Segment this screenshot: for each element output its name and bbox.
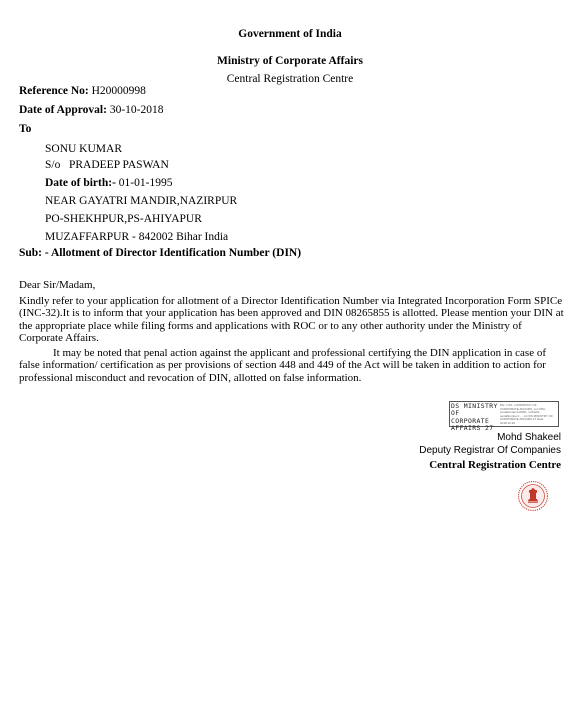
subject-line: Sub: - Allotment of Director Identification Number (DIN) <box>19 247 302 259</box>
centre-heading: Central Registration Centre <box>226 73 354 85</box>
reference-label: Reference No: <box>19 85 89 97</box>
reference-number <box>19 85 146 97</box>
approval-date <box>19 104 164 116</box>
address-line-2: PO-SHEKHPUR,PS-AHIYAPUR <box>45 213 202 225</box>
digital-signature-stamp <box>449 401 559 433</box>
address-line-1: NEAR GAYATRI MANDIR,NAZIRPUR <box>45 195 238 207</box>
signature-stamp-text: DS MINISTRY OF CORPORATE AFFAIRS 27 <box>451 402 498 433</box>
signatory-office: Central Registration Centre <box>429 459 561 471</box>
to-label: To <box>19 123 32 135</box>
body-paragraph-2: It may be noted that penal action against the applicant and professional certifying the DIN application in case of false information/ certification as per provisions of section 448 and 449 of the Act will be taken in addition to action for professional misconduct and revocation of DIN, allotted on false information. <box>19 347 546 384</box>
relation-name: PRADEEP PASWAN <box>68 159 169 171</box>
approval-label: Date of Approval: <box>19 104 107 116</box>
addressee-name: SONU KUMAR <box>45 143 122 155</box>
addressee-dob <box>45 177 172 189</box>
government-heading: Government of India <box>238 28 342 40</box>
national-emblem-seal-icon <box>517 480 549 512</box>
signatory-name: Mohd Shakeel <box>497 432 561 443</box>
relation-label: S/o <box>45 159 61 171</box>
address-line-3: MUZAFFARPUR - 842002 Bihar India <box>45 231 229 243</box>
approval-value: 30-10-2018 <box>109 104 164 116</box>
reference-value: H20000998 <box>91 85 146 97</box>
addressee-relation <box>45 159 169 171</box>
body-paragraph-1: Kindly refer to your application for allotment of a Director Identification Number via Integrated Incorporation Form SPICe (INC-32).It is to inform that your application has been approved and DIN 08265855 is allotted. Please mention your DIN at the appropriate place while filing forms and applications with ROC or to any other authority under the Ministry of Corporate Affairs. <box>19 295 564 344</box>
signatory-designation: Deputy Registrar Of Companies <box>419 445 561 456</box>
ministry-heading: Ministry of Corporate Affairs <box>217 55 363 67</box>
salutation: Dear Sir/Madam, <box>19 279 96 291</box>
signature-fine-print: DN: c=IN, o=MINISTRY OF CORPORATE AFFAIRS, ou=CRC, postalCode=110001, st=Delhi, serialNumber=..., cn=DS MINISTRY OF CORPORATE AFFAIRS 27 Date: 2018.10.30 <box>500 403 553 425</box>
dob-value: 01-01-1995 <box>118 177 173 189</box>
dob-label: Date of birth:- <box>45 177 116 189</box>
